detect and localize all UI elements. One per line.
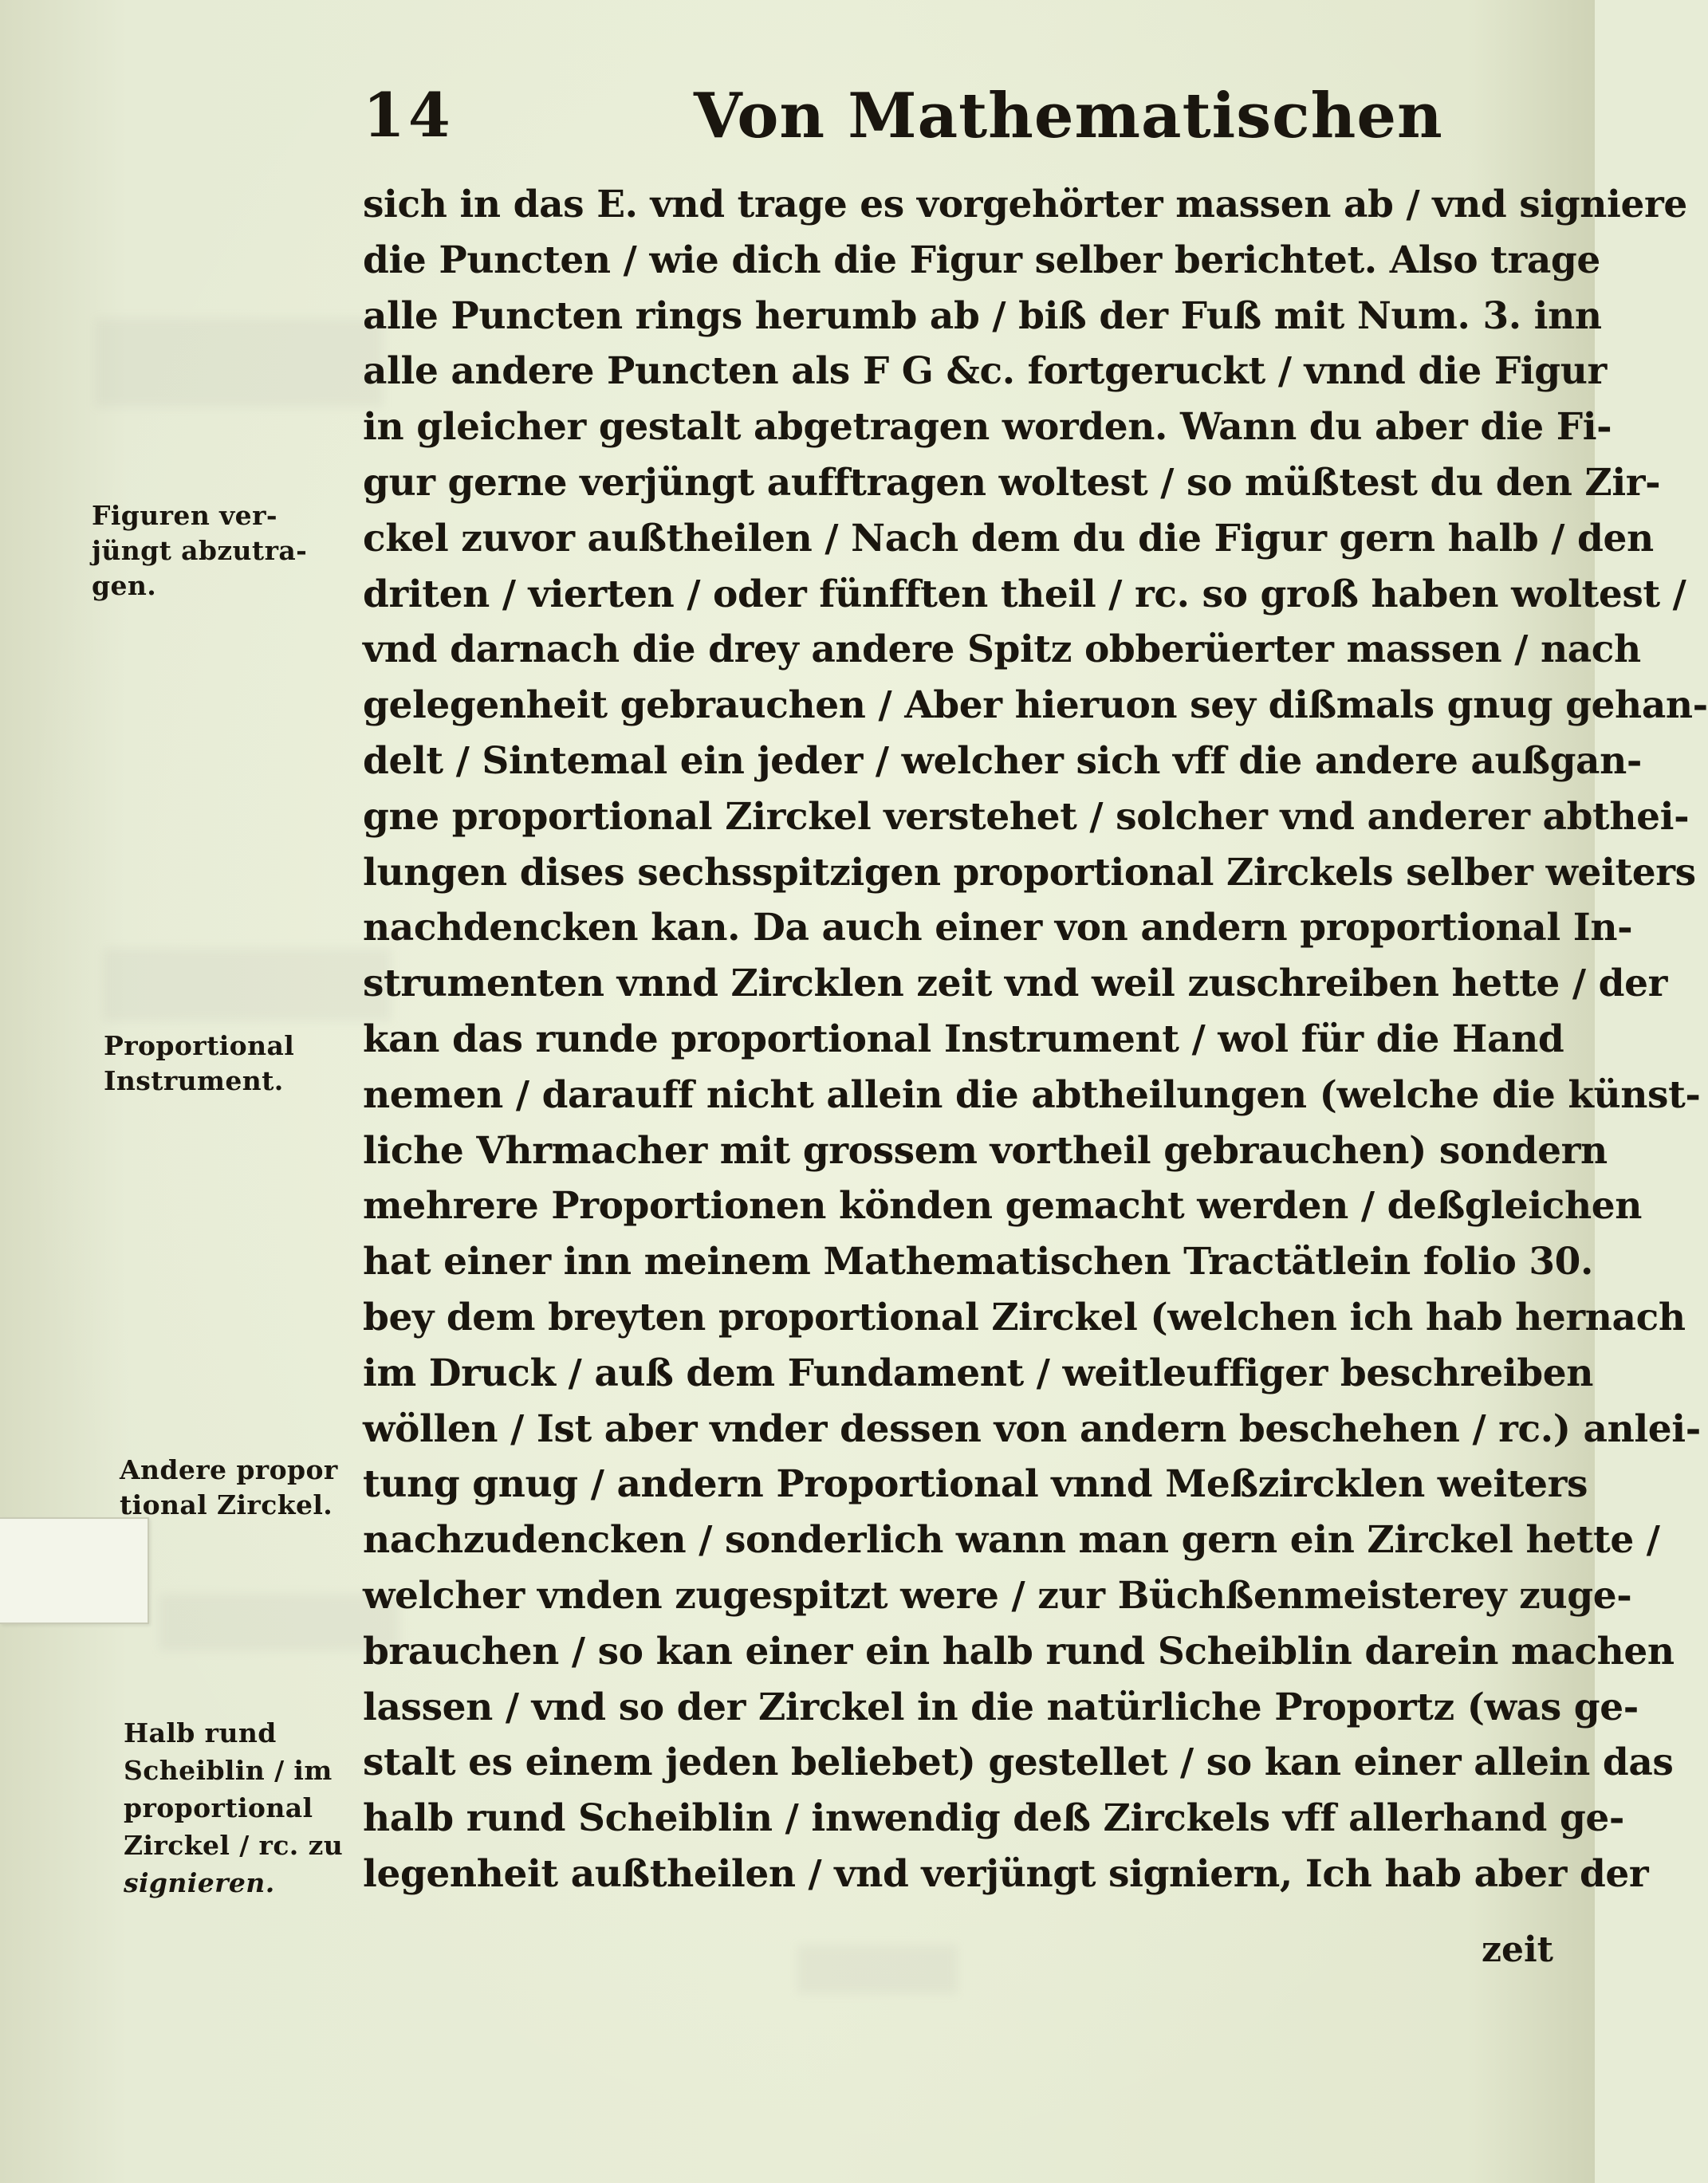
margin-note-line: Scheiblin / im xyxy=(124,1755,333,1786)
text-line: im Druck / auß dem Fundament / weitleuffiger beschreiben xyxy=(363,1351,1593,1395)
text-line: stalt es einem jeden beliebet) gestellet / so kan einer allein das xyxy=(363,1740,1674,1785)
text-line: delt / Sintemal ein jeder / welcher sich vff die andere außgan- xyxy=(363,738,1642,783)
margin-note-line: Figuren ver- xyxy=(92,500,277,531)
text-line: ckel zuvor außtheilen / Nach dem du die Figur gern halb / den xyxy=(363,516,1654,560)
text-line: driten / vierten / oder fünfften theil / rc. so groß haben woltest / xyxy=(363,572,1686,616)
margin-note-line: signieren. xyxy=(124,1867,275,1898)
paper-tab xyxy=(0,1517,149,1624)
page-number: 14 xyxy=(363,80,454,151)
text-line: hat einer inn meinem Mathematischen Tractätlein folio 30. xyxy=(363,1240,1593,1284)
margin-note-line: Instrument. xyxy=(104,1065,284,1096)
text-line: wöllen / Ist aber vnder dessen von andern beschehen / rc.) anlei- xyxy=(363,1406,1701,1451)
margin-note-line: Andere propor xyxy=(120,1454,338,1485)
margin-note-andere-zirckel xyxy=(120,1453,407,1523)
margin-note-line: gen. xyxy=(92,570,157,601)
text-line: gelegenheit gebrauchen / Aber hieruon sey dißmals gnug gehan- xyxy=(363,683,1708,728)
text-line: tung gnug / andern Proportional vnnd Meßzircklen weiters xyxy=(363,1462,1588,1507)
text-line: vnd darnach die drey andere Spitz obberüerter massen / nach xyxy=(363,627,1641,672)
text-line: brauchen / so kan einer ein halb rund Scheiblin darein machen xyxy=(363,1629,1675,1674)
text-line: lungen dises sechsspitzigen proportional Zirckels selber weiters xyxy=(363,850,1696,895)
margin-note-scheiblin xyxy=(124,1714,411,1902)
show-through-smudge xyxy=(96,319,383,407)
text-line: mehrere Proportionen könden gemacht werden / deßgleichen xyxy=(363,1184,1643,1229)
main-text-block xyxy=(363,177,1708,1902)
show-through-smudge xyxy=(797,1945,957,1993)
text-line: in gleicher gestalt abgetragen worden. Wann du aber die Fi- xyxy=(363,405,1612,450)
margin-note-line: Zirckel / rc. zu xyxy=(124,1830,344,1861)
text-line: kan das runde proportional Instrument / wol für die Hand xyxy=(363,1017,1564,1061)
running-title: Von Mathematischen xyxy=(694,80,1443,152)
text-line: welcher vnden zugespitzt were / zur Büchßenmeisterey zuge- xyxy=(363,1573,1632,1618)
margin-note-figuren xyxy=(92,498,379,604)
text-line: nemen / darauff nicht allein die abtheilungen (welche die künst- xyxy=(363,1072,1701,1117)
text-line: gur gerne verjüngt aufftragen woltest / so müßtest du den Zir- xyxy=(363,460,1661,505)
margin-note-proportional-instrument xyxy=(104,1029,391,1099)
text-line: die Puncten / wie dich die Figur selber berichtet. Also trage xyxy=(363,238,1600,282)
margin-note-line: Halb rund xyxy=(124,1717,277,1748)
text-line: lassen / vnd so der Zirckel in die natürliche Proportz (was ge- xyxy=(363,1685,1639,1729)
margin-note-line: jüngt abzutra- xyxy=(92,535,308,566)
running-head xyxy=(351,80,1531,159)
text-line: halb rund Scheiblin / inwendig deß Zirckels vff allerhand ge- xyxy=(363,1796,1625,1841)
margin-note-line: proportional xyxy=(124,1792,313,1823)
text-line: alle Puncten rings herumb ab / biß der Fuß mit Num. 3. inn xyxy=(363,293,1602,338)
text-line: gne proportional Zirckel verstehet / solcher vnd anderer abthei- xyxy=(363,794,1690,839)
text-line: nachzudencken / sonderlich wann man gern ein Zirckel hette / xyxy=(363,1518,1660,1563)
text-line: liche Vhrmacher mit grossem vortheil gebrauchen) sondern xyxy=(363,1128,1608,1173)
text-line: strumenten vnnd Zircklen zeit vnd weil zuschreiben hette / der xyxy=(363,962,1667,1006)
show-through-smudge xyxy=(104,949,391,1021)
text-line: alle andere Puncten als F G &c. fortgeruckt / vnnd die Figur xyxy=(363,349,1607,394)
text-line: sich in das E. vnd trage es vorgehörter massen ab / vnd signiere xyxy=(363,183,1687,226)
text-line: legenheit außtheilen / vnd verjüngt signiern, Ich hab aber der xyxy=(363,1851,1649,1896)
text-line: bey dem breyten proportional Zirckel (welchen ich hab hernach xyxy=(363,1295,1686,1339)
text-line: nachdencken kan. Da auch einer von andern proportional In- xyxy=(363,906,1633,950)
margin-note-line: Proportional xyxy=(104,1030,295,1061)
margin-note-line: tional Zirckel. xyxy=(120,1489,333,1520)
catchword: zeit xyxy=(1481,1929,1553,1970)
